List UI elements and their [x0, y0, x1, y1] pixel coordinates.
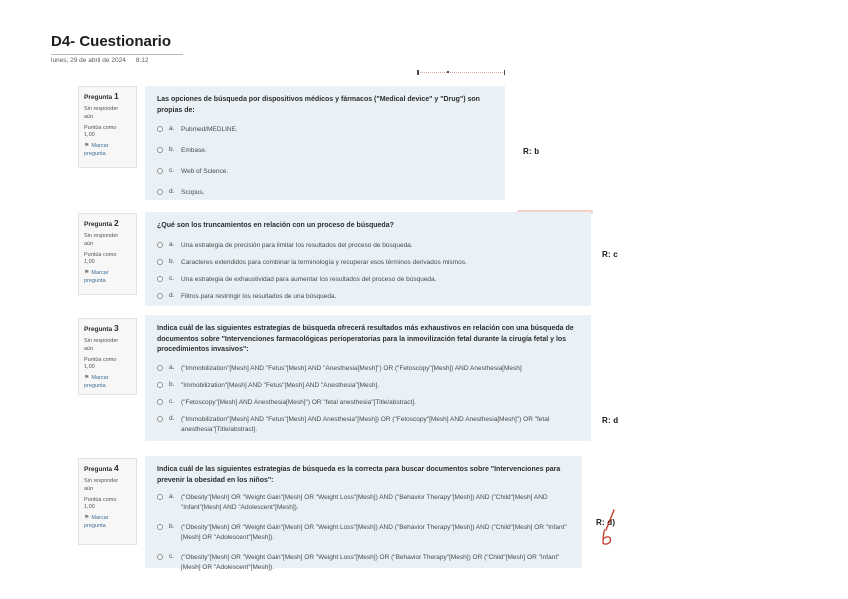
- answer-note-q2: R: c: [602, 250, 618, 259]
- answer-note-q1: R: b: [523, 147, 540, 156]
- option-letter: c.: [169, 274, 175, 282]
- answer-option-c[interactable]: [157, 398, 579, 408]
- artifact-tick-right: [504, 70, 506, 75]
- radio-button[interactable]: [157, 126, 163, 132]
- answer-note-q3: R: d: [602, 416, 619, 425]
- question-number-value: 2: [113, 218, 119, 228]
- option-letter: a.: [169, 363, 175, 371]
- option-text: Filtros para restringir los resultados de una búsqueda.: [181, 292, 337, 300]
- page-datetime: [51, 57, 148, 64]
- option-letter: b.: [169, 257, 175, 265]
- dotted-line: [417, 72, 505, 73]
- option-letter: c.: [169, 553, 175, 561]
- answer-note-q4: R: d): [596, 518, 616, 527]
- radio-button[interactable]: [157, 524, 163, 530]
- option-letter: d.: [169, 291, 175, 299]
- option-letter: a.: [169, 493, 175, 500]
- radio-button[interactable]: [157, 416, 163, 422]
- radio-button[interactable]: [157, 242, 163, 248]
- radio-button[interactable]: [157, 494, 163, 500]
- question-points: Puntúa como 1,00: [84, 251, 117, 265]
- question-number-value: 1: [113, 91, 119, 101]
- radio-button[interactable]: [157, 168, 163, 174]
- radio-button[interactable]: [157, 189, 163, 195]
- question-info-box: [78, 86, 137, 168]
- answer-options: [157, 493, 570, 573]
- page-date: lunes, 29 de abril de 2024: [51, 57, 126, 64]
- artifact-dot: [447, 71, 449, 73]
- page-time: 8:12: [135, 57, 149, 64]
- option-text: Embase.: [181, 147, 207, 155]
- question-word: Pregunta: [84, 326, 113, 333]
- question-text: Las opciones de búsqueda por dispositivos médicos y fármacos ("Medical device" y "Drug") son propias de:: [157, 96, 480, 114]
- option-text: ("Immobilization"[Mesh] AND "Fetus"[Mesh] AND "Anesthesia[Mesh]") OR ("Fetoscopy"[Mesh]) AND Anesthesia[Mesh]: [181, 364, 522, 372]
- option-letter: b.: [169, 146, 175, 154]
- radio-button[interactable]: [157, 293, 163, 299]
- radio-button[interactable]: [157, 554, 163, 560]
- flag-label: Marcar pregunta: [84, 375, 109, 389]
- question-content: [145, 456, 582, 572]
- answer-options: [157, 364, 579, 435]
- flag-label: Marcar pregunta: [84, 143, 109, 157]
- handwritten-correction-b: [600, 529, 614, 547]
- question-number: [84, 91, 131, 102]
- question-content: [145, 315, 591, 441]
- radio-button[interactable]: [157, 276, 163, 282]
- red-strike-ink: [604, 509, 616, 531]
- option-text: Scopus.: [181, 189, 205, 197]
- answer-option-c[interactable]: [157, 167, 493, 177]
- option-letter: d.: [169, 188, 175, 196]
- question-info-box: [78, 458, 137, 545]
- option-text: Pubmed/MEDLINE.: [181, 126, 238, 133]
- question-points: Puntúa como 1,00: [84, 496, 117, 510]
- question-word: Pregunta: [84, 94, 113, 101]
- answer-option-a[interactable]: [157, 493, 570, 513]
- flag-icon: ⚑: [84, 143, 90, 149]
- question-content: [145, 212, 591, 306]
- option-text: ("Obesity"[Mesh] OR "Weight Gain"[Mesh] OR "Weight Loss"[Mesh]) OR ("Behavior Therapy"[Mesh]) OR ("Child"[Mesh] OR "Infant"[Mesh] OR "Adolescent"[Mesh]).: [181, 554, 560, 572]
- option-letter: c.: [169, 167, 175, 175]
- question-number: [84, 463, 131, 474]
- selection-artifact: [417, 70, 505, 75]
- option-text: ("Obesity"[Mesh] OR "Weight Gain"[Mesh] OR "Weight Loss"[Mesh]) AND ("Behavior Therapy"[Mesh]) AND ("Child"[Mesh] AND "Infant"[Mesh] AND "Adolescent"[Mesh]).: [181, 494, 548, 512]
- answer-option-d[interactable]: [157, 415, 579, 435]
- option-text: ("Fetoscopy"[Mesh] AND Anesthesia[Mesh]") OR "fetal anesthesia"[Title/abstract].: [181, 398, 416, 406]
- answer-option-b[interactable]: [157, 381, 579, 391]
- question-status: Sin responder aún: [84, 478, 119, 492]
- answer-option-b[interactable]: [157, 146, 493, 156]
- option-text: "Immobilization"[Mesh] AND "Fetus"[Mesh] AND "Anesthesia"[Mesh].: [181, 381, 380, 389]
- answer-option-a[interactable]: [157, 241, 579, 251]
- flag-question-link[interactable]: [84, 143, 128, 158]
- flag-icon: ⚑: [84, 270, 90, 276]
- answer-option-b[interactable]: [157, 258, 579, 268]
- radio-button[interactable]: [157, 365, 163, 371]
- answer-option-a[interactable]: [157, 364, 579, 374]
- option-text: Una estrategia de precisión para limitar los resultados del proceso de búsqueda.: [181, 241, 413, 249]
- answer-options: [157, 241, 579, 302]
- question-info-box: [78, 213, 137, 295]
- radio-button[interactable]: [157, 382, 163, 388]
- flag-question-link[interactable]: [84, 375, 128, 390]
- flag-question-link[interactable]: [84, 515, 128, 530]
- question-status: Sin responder aún: [84, 338, 119, 352]
- answer-option-c[interactable]: [157, 553, 570, 573]
- option-letter: b.: [169, 523, 175, 531]
- answer-option-c[interactable]: [157, 275, 579, 285]
- answer-option-b[interactable]: [157, 523, 570, 543]
- option-text: ("Obesity"[Mesh] OR "Weight Gain"[Mesh] OR "Weight Loss"[Mesh]) AND ("Behavior Therapy"[Mesh]) AND ("Child"[Mesh] OR "Infant"[Mesh] OR "Adolescent"[Mesh]).: [181, 524, 567, 542]
- page-title: D4- Cuestionario: [51, 33, 183, 55]
- answer-option-d[interactable]: [157, 188, 493, 198]
- flag-question-link[interactable]: [84, 270, 128, 285]
- option-letter: c.: [169, 397, 175, 405]
- answer-option-d[interactable]: [157, 292, 579, 302]
- question-number: [84, 218, 131, 229]
- option-text: Caracteres extendidos para combinar la terminología y recuperar esos términos derivados mismos.: [181, 258, 467, 266]
- question-content: [145, 86, 505, 200]
- flag-icon: ⚑: [84, 515, 90, 521]
- question-text: ¿Qué son los truncamientos en relación con un proceso de búsqueda?: [157, 222, 394, 229]
- option-letter: a.: [169, 240, 175, 248]
- question-points: Puntúa como 1,00: [84, 124, 117, 138]
- flag-label: Marcar pregunta: [84, 515, 109, 529]
- radio-button[interactable]: [157, 399, 163, 405]
- option-text: ("Immobilization"[Mesh] AND "Fetus"[Mesh] AND Anesthesia"[Mesh]) OR ("Fetoscopy"[Mesh] AND Anesthesia[Mesh]") OR "fetal anesthesia"[Title/abstract].: [181, 415, 550, 433]
- option-text: Una estrategia de exhaustividad para aumentar los resultados del proceso de búsqueda.: [181, 275, 437, 283]
- question-status: Sin responder aún: [84, 233, 119, 247]
- radio-button[interactable]: [157, 147, 163, 153]
- question-word: Pregunta: [84, 221, 113, 228]
- question-info-box: [78, 318, 137, 395]
- answer-options: [157, 125, 493, 198]
- option-letter: d.: [169, 414, 175, 422]
- question-status: Sin responder aún: [84, 106, 119, 120]
- option-text: Web of Science.: [181, 168, 229, 176]
- question-text: Indica cuál de las siguientes estrategias de búsqueda ofrecerá resultados más exhaustivos en relación con una búsqueda de documentos sobre "Intervenciones farmacológicas perioperatorias para la inmovilización fetal durante la cirugía fetal y los procedimientos invasivos":: [157, 325, 574, 353]
- flag-icon: ⚑: [84, 375, 90, 381]
- radio-button[interactable]: [157, 259, 163, 265]
- question-text: Indica cuál de las siguientes estrategias de búsqueda es la correcta para buscar documentos sobre "Intervenciones para prevenir la obesidad en los niños":: [157, 466, 561, 484]
- artifact-tick-left: [417, 70, 419, 75]
- question-number-value: 3: [113, 323, 119, 333]
- question-number: [84, 323, 131, 334]
- question-number-value: 4: [113, 463, 119, 473]
- question-word: Pregunta: [84, 466, 113, 473]
- option-letter: a.: [169, 125, 175, 132]
- answer-option-a[interactable]: [157, 125, 493, 135]
- flag-label: Marcar pregunta: [84, 270, 109, 284]
- option-letter: b.: [169, 380, 175, 388]
- question-points: Puntúa como 1,00: [84, 356, 117, 370]
